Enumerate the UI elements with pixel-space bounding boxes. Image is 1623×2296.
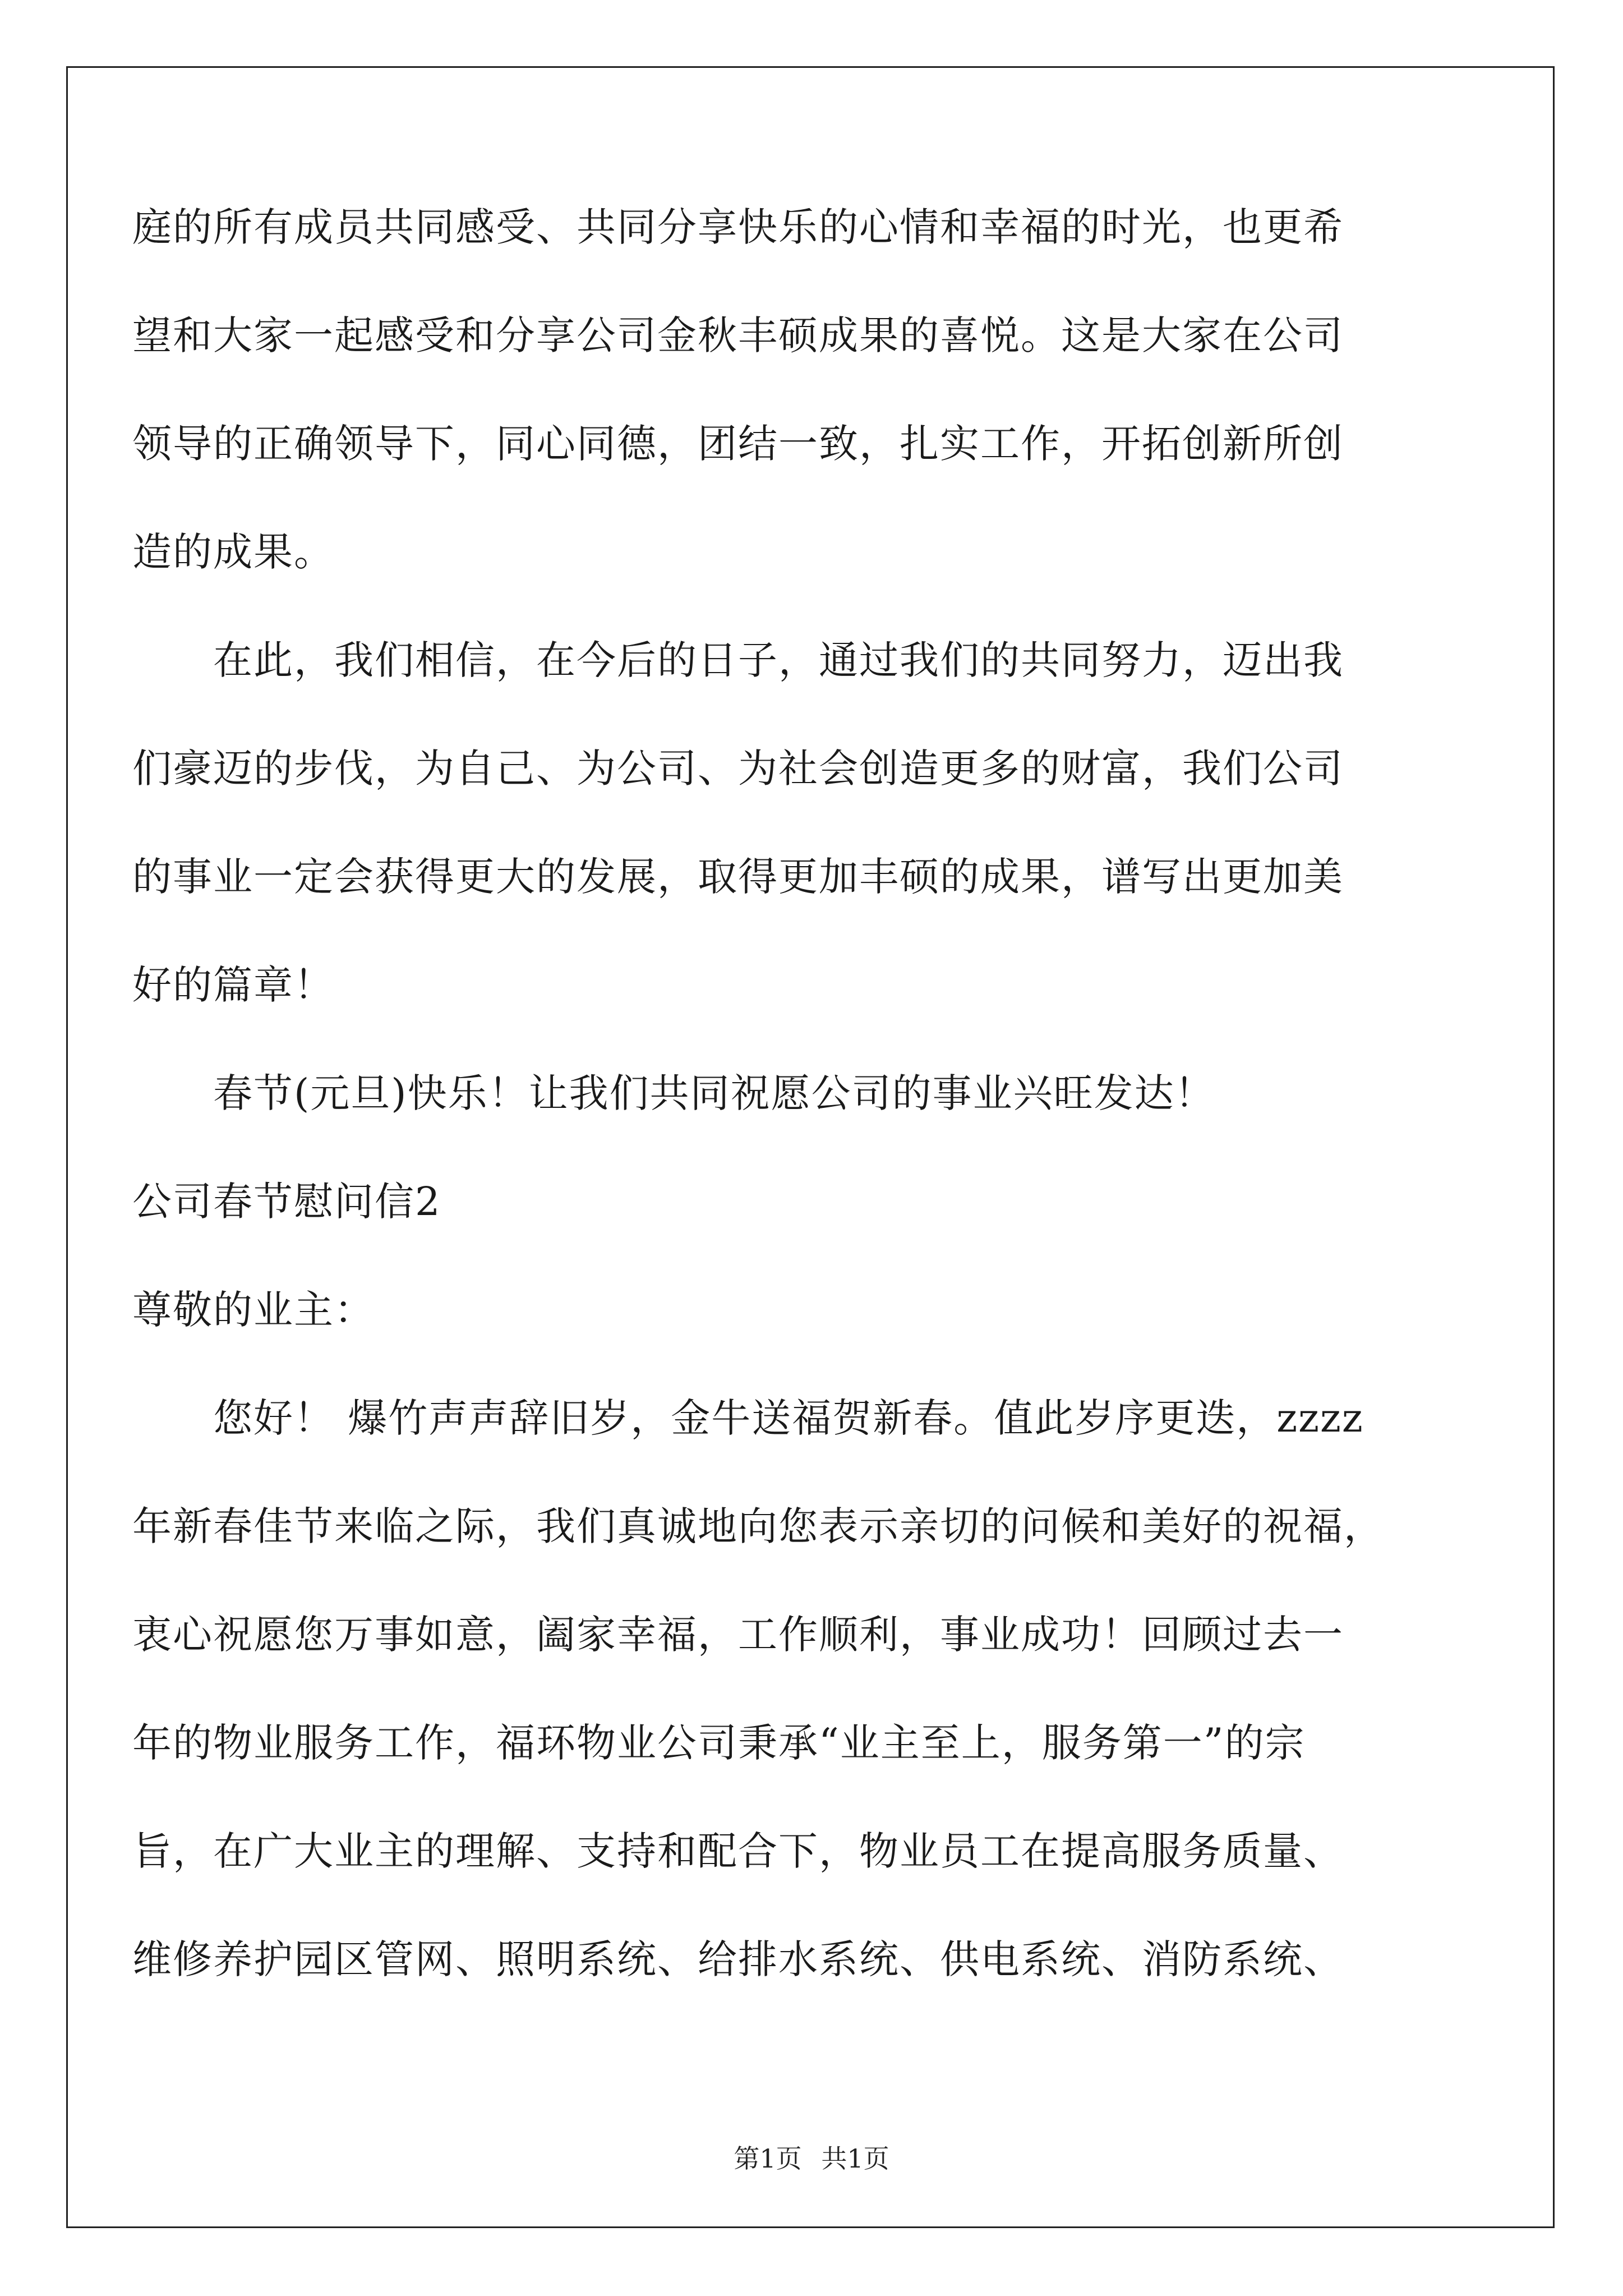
text-line: 衷心祝愿您万事如意，阖家幸福，工作顺利，事业成功！回顾过去一: [132, 1612, 1344, 1658]
text-line: 好的篇章！: [132, 962, 334, 1008]
page-border: [66, 66, 1555, 2228]
page-number: 第1页: [734, 2143, 802, 2174]
section-heading: 公司春节慰问信2: [132, 1179, 441, 1225]
text-line: 维修养护园区管网、照明系统、给排水系统、供电系统、消防系统、: [132, 1936, 1344, 1982]
text-line: 造的成果。: [132, 529, 334, 575]
text-line: 们豪迈的步伐，为自己、为公司、为社会创造更多的财富，我们公司: [132, 746, 1344, 792]
page-footer: [0, 2142, 1623, 2175]
salutation: 尊敬的业主：: [132, 1287, 375, 1333]
text-line: 的事业一定会获得更大的发展，取得更加丰硕的成果，谱写出更加美: [132, 854, 1344, 900]
text-line: 旨，在广大业主的理解、支持和配合下，物业员工在提高服务质量、: [132, 1828, 1344, 1874]
text-line: 望和大家一起感受和分享公司金秋丰硕成果的喜悦。这是大家在公司: [132, 312, 1344, 358]
text-line: 年的物业服务工作，福环物业公司秉承“业主至上，服务第一”的宗: [132, 1720, 1306, 1766]
text-line: 领导的正确领导下，同心同德，团结一致，扎实工作，开拓创新所创: [132, 421, 1344, 467]
text-line: 春节(元旦)快乐！让我们共同祝愿公司的事业兴旺发达！: [132, 1070, 1215, 1116]
text-line: 您好！ 爆竹声声辞旧岁，金牛送福贺新春。值此岁序更迭，zzzz: [132, 1395, 1364, 1441]
text-line: 在此，我们相信，在今后的日子，通过我们的共同努力，迈出我: [132, 637, 1344, 683]
text-line: 庭的所有成员共同感受、共同分享快乐的心情和幸福的时光，也更希: [132, 204, 1344, 250]
text-line: 年新春佳节来临之际，我们真诚地向您表示亲切的问候和美好的祝福，: [132, 1503, 1384, 1549]
page-total: 共1页: [821, 2143, 889, 2174]
